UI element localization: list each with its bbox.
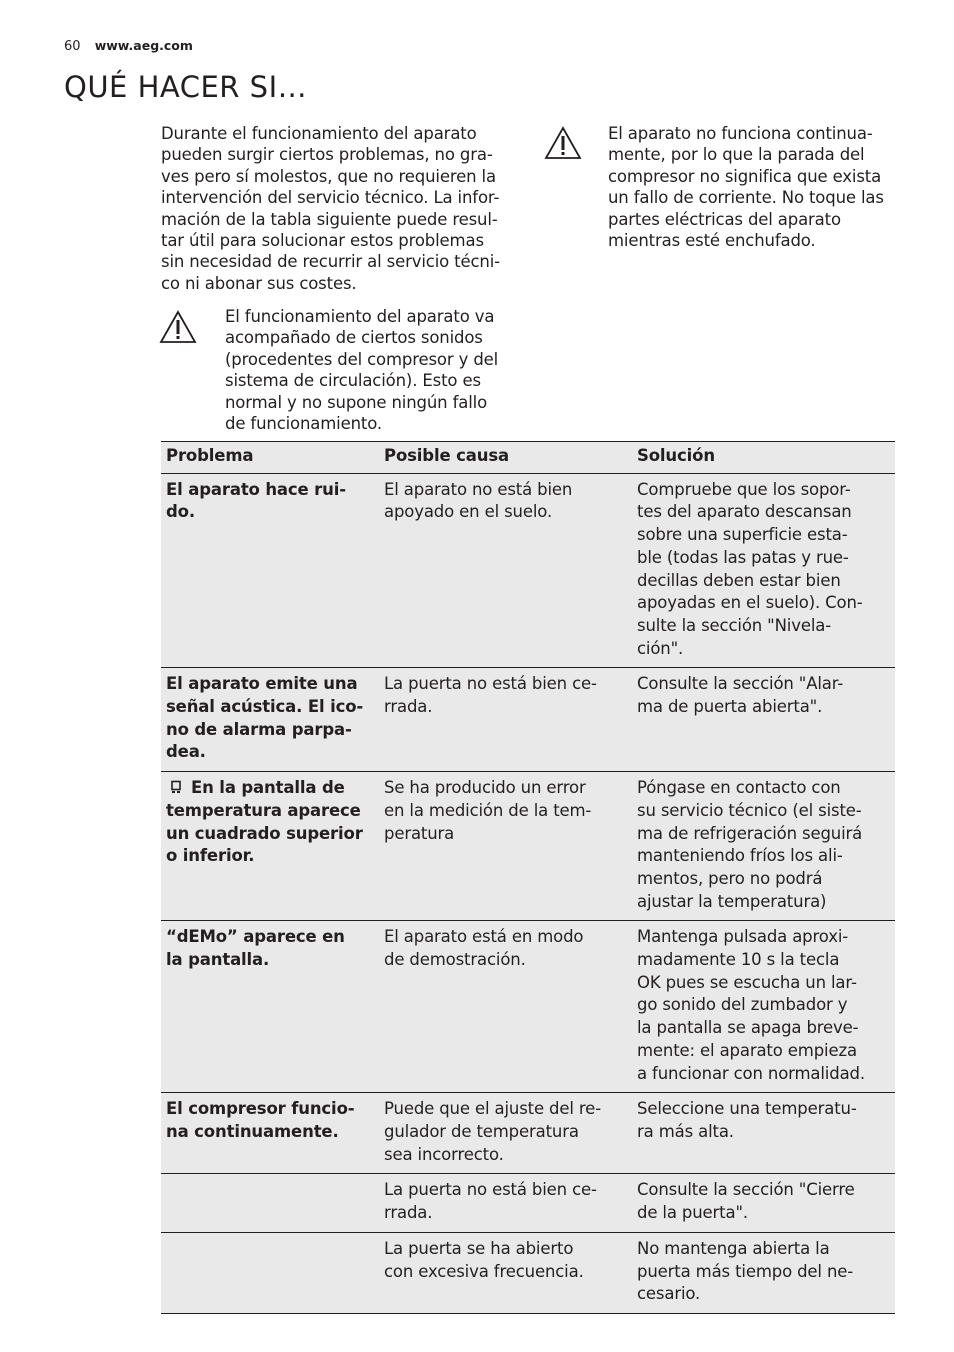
- text-line: mentos, pero no podrá: [637, 868, 823, 888]
- text-line: apoyado en el suelo.: [384, 502, 553, 522]
- text-line: El compresor funcio-: [166, 1099, 355, 1119]
- text-line: ma de puerta abierta".: [637, 697, 823, 717]
- text-line: gulador de temperatura: [384, 1121, 579, 1141]
- text-line: no de alarma parpa-: [166, 719, 352, 739]
- cause-cell: [379, 1174, 632, 1231]
- text-line: apoyadas en el suelo). Con-: [637, 593, 863, 613]
- text-line: (procedentes del compresor y del: [225, 349, 499, 369]
- page-title: QUÉ HACER SI…: [64, 70, 308, 104]
- text-line: normal y no supone ningún fallo: [225, 392, 488, 412]
- problem-cell: [161, 474, 379, 668]
- text-line: un cuadrado superior: [166, 823, 363, 843]
- text-line: Consulte la sección "Alar-: [637, 674, 844, 694]
- text-line: No mantenga abierta la: [637, 1238, 830, 1258]
- text-line: go sonido del zumbador y: [637, 995, 848, 1015]
- text-line: Seleccione una temperatu-: [637, 1099, 857, 1119]
- text-line: rrada.: [384, 1203, 433, 1223]
- cause-cell: [379, 1093, 632, 1173]
- header-problem: Problema: [166, 446, 254, 465]
- text-line: OK pues se escucha un lar-: [637, 972, 857, 992]
- text-line: rrada.: [384, 697, 433, 717]
- table-row: [161, 1173, 895, 1231]
- solution-cell: [632, 1233, 895, 1313]
- text-line: acompañado de ciertos sonidos: [225, 328, 483, 348]
- text-line: la pantalla.: [166, 950, 270, 970]
- solution-cell: [632, 668, 895, 771]
- text-line: un fallo de corriente. No toque las: [608, 188, 884, 208]
- table-row: [161, 473, 895, 668]
- problem-cell: [161, 1174, 379, 1231]
- text-line: sistema de circulación). Esto es: [225, 371, 481, 391]
- text-line: Póngase en contacto con: [637, 778, 841, 798]
- text-line: en la medición de la tem-: [384, 800, 592, 820]
- text-line: Puede que el ajuste del re-: [384, 1099, 601, 1119]
- solution-cell: [632, 1174, 895, 1231]
- text-line: ble (todas las patas y rue-: [637, 547, 849, 567]
- text-line: señal acústica. El ico-: [166, 697, 364, 717]
- text-line: co ni abonar sus costes.: [161, 273, 357, 293]
- cause-cell: [379, 921, 632, 1092]
- problem-cell: [161, 772, 379, 920]
- warning-triangle-icon: [544, 126, 582, 160]
- text-fragment: En la pantalla de: [191, 778, 345, 798]
- solution-cell: [632, 772, 895, 920]
- text-line: ajustar la temperatura): [637, 891, 827, 911]
- page-header: [64, 38, 193, 54]
- text-line: sulte la sección "Nivela-: [637, 615, 832, 635]
- text-line: do.: [166, 502, 195, 522]
- text-line: Se ha producido un error: [384, 778, 586, 798]
- problem-cell: [161, 668, 379, 771]
- text-line: sin necesidad de recurrir al servicio técni-: [161, 252, 500, 272]
- text-line: partes eléctricas del aparato: [608, 209, 841, 229]
- text-line: compresor no significa que exista: [608, 166, 882, 186]
- text-line: mientras esté enchufado.: [608, 231, 816, 251]
- text-line: La puerta se ha abierto: [384, 1238, 574, 1258]
- text-line: ra más alta.: [637, 1121, 734, 1141]
- table-row: [161, 667, 895, 771]
- text-line: cesario.: [637, 1284, 701, 1304]
- text-line: na continuamente.: [166, 1121, 339, 1141]
- text-line: mente: el aparato empieza: [637, 1040, 857, 1060]
- solution-cell: [632, 1093, 895, 1173]
- text-line: decillas deben estar bien: [637, 570, 841, 590]
- cause-cell: [379, 1233, 632, 1313]
- solution-cell: [632, 921, 895, 1092]
- text-line: mación de la tabla siguiente puede resul-: [161, 209, 498, 229]
- cause-cell: [379, 668, 632, 771]
- text-line: “dEMo” aparece en: [166, 927, 345, 947]
- text-line: [166, 777, 375, 800]
- text-line: sea incorrecto.: [384, 1144, 504, 1164]
- text-line: tar útil para solucionar estos problemas: [161, 231, 484, 251]
- text-line: intervención del servicio técnico. La infor-: [161, 188, 500, 208]
- text-line: El aparato emite una: [166, 674, 358, 694]
- text-line: La puerta no está bien ce-: [384, 1180, 597, 1200]
- table-header-row: [161, 442, 895, 473]
- header-solution: Solución: [637, 446, 715, 465]
- text-line: de funcionamiento.: [225, 414, 382, 434]
- text-line: El funcionamiento del aparato va: [225, 307, 495, 326]
- text-line: o inferior.: [166, 846, 255, 866]
- display-square-icon: [169, 780, 183, 794]
- text-line: de la puerta".: [637, 1203, 748, 1223]
- text-line: ves pero sí molestos, que no requieren la: [161, 166, 496, 186]
- text-line: mente, por lo que la parada del: [608, 145, 865, 165]
- page-number: 60: [64, 39, 81, 54]
- cause-cell: [379, 474, 632, 668]
- text-line: ma de refrigeración seguirá: [637, 823, 863, 843]
- text-line: El aparato está en modo: [384, 927, 584, 947]
- text-line: Durante el funcionamiento del aparato: [161, 124, 477, 143]
- table-row: [161, 920, 895, 1092]
- text-line: puerta más tiempo del ne-: [637, 1261, 854, 1281]
- text-line: la pantalla se apaga breve-: [637, 1018, 859, 1038]
- text-line: su servicio técnico (el siste-: [637, 800, 862, 820]
- text-line: temperatura aparece: [166, 800, 361, 820]
- intro-paragraph: [161, 123, 511, 294]
- table-row: [161, 771, 895, 920]
- text-line: ción".: [637, 638, 684, 658]
- text-line: sobre una superficie esta-: [637, 525, 848, 545]
- warning-compressor-text: [608, 123, 898, 251]
- warning-noise-text: [225, 306, 515, 434]
- troubleshooting-table: [161, 441, 895, 1314]
- problem-cell: [161, 1233, 379, 1313]
- website-url: www.aeg.com: [94, 38, 193, 53]
- text-line: dea.: [166, 742, 206, 762]
- table-row: [161, 1092, 895, 1173]
- text-line: El aparato no funciona continua-: [608, 124, 873, 143]
- text-line: pueden surgir ciertos problemas, no gra-: [161, 145, 493, 165]
- text-line: con excesiva frecuencia.: [384, 1261, 584, 1281]
- text-line: de demostración.: [384, 950, 526, 970]
- text-line: manteniendo fríos los ali-: [637, 846, 843, 866]
- text-line: La puerta no está bien ce-: [384, 674, 597, 694]
- solution-cell: [632, 474, 895, 668]
- cause-cell: [379, 772, 632, 920]
- text-line: El aparato hace rui-: [166, 479, 346, 499]
- text-line: Compruebe que los sopor-: [637, 479, 851, 499]
- problem-cell: [161, 921, 379, 1092]
- problem-cell: [161, 1093, 379, 1173]
- text-line: Consulte la sección "Cierre: [637, 1180, 855, 1200]
- text-line: madamente 10 s la tecla: [637, 950, 840, 970]
- text-line: peratura: [384, 823, 455, 843]
- table-row: [161, 1232, 895, 1313]
- text-line: a funcionar con normalidad.: [637, 1063, 865, 1083]
- warning-triangle-icon: [159, 310, 197, 344]
- text-line: El aparato no está bien: [384, 479, 573, 499]
- text-line: tes del aparato descansan: [637, 502, 852, 522]
- header-cause: Posible causa: [384, 446, 509, 465]
- text-line: Mantenga pulsada aproxi-: [637, 927, 849, 947]
